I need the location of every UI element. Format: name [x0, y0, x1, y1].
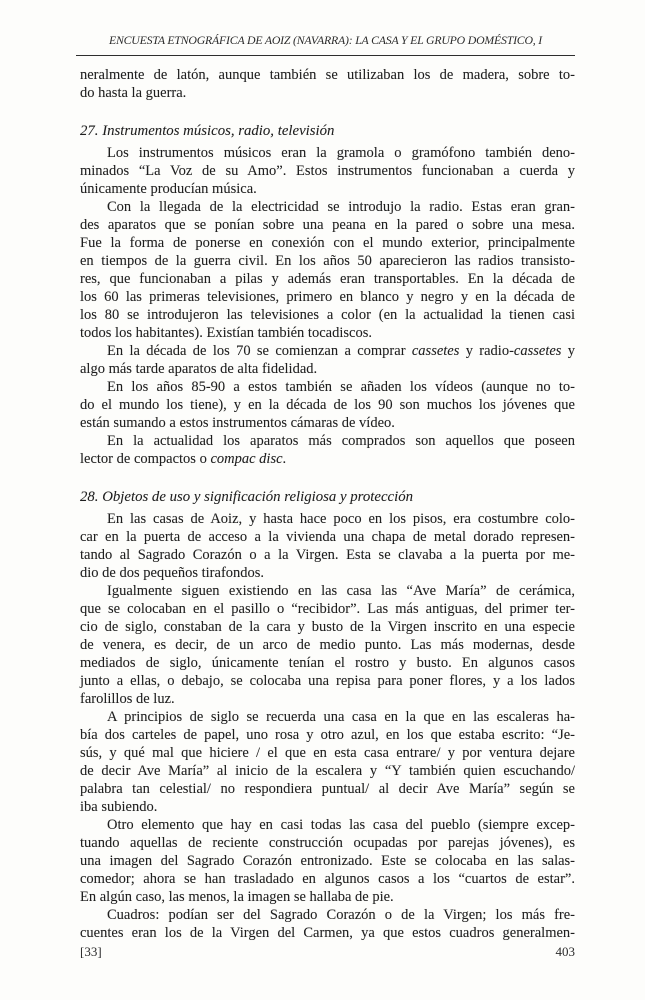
text-line: A principios de siglo se recuerda una casa en la que en las escaleras ha-	[107, 709, 575, 725]
section-heading: 27. Instrumentos músicos, radio, televisión	[80, 123, 335, 139]
footer-page-number: 403	[555, 944, 575, 959]
text-line: mediados de siglo, únicamente tenían el rostro y busto. En algunos casos	[80, 655, 575, 671]
text-line: Con la llegada de la electricidad se introdujo la radio. Estas eran gran-	[107, 199, 575, 215]
text-line: minados “La Voz de su Amo”. Estos instrumentos funcionaban a cuerda y	[80, 163, 575, 179]
text-line: sús, y qué mal que hiciere / el que en esta casa entrare/ y por ventura dejare	[80, 745, 575, 761]
paragraph	[80, 66, 575, 102]
text-line: palabra tan celestial/ no respondiera puntual/ al decir Ave María” según se	[80, 781, 575, 797]
text-line: En los años 85-90 a estos también se añaden los vídeos (aunque no to-	[107, 379, 575, 395]
paragraph	[80, 708, 575, 816]
section-heading: 28. Objetos de uso y significación religiosa y protección	[80, 489, 414, 505]
paragraph	[80, 378, 575, 432]
page-footer	[80, 944, 575, 960]
text-line: están sumando a estos instrumentos cámaras de vídeo.	[80, 415, 395, 431]
paragraph	[80, 144, 575, 198]
text-line: cuentes eran los de la Virgen del Carmen, ya que estos cuadros generalmen-	[80, 925, 575, 941]
text-line: En la actualidad los aparatos más comprados son aquellos que poseen	[107, 433, 575, 449]
text-line: lector de compactos o compac disc.	[80, 451, 287, 467]
text-line: En la década de los 70 se comienzan a comprar cassetes y radio-cassetes y	[107, 343, 576, 359]
running-header-title: ENCUESTA ETNOGRÁFICA DE AOIZ (NAVARRA): LA CASA Y EL GRUPO DOMÉSTICO, I	[108, 33, 543, 47]
text-line: Igualmente siguen existiendo en las casa las “Ave María” de cerámica,	[107, 583, 575, 599]
text-line: do el mundo los tiene), y en la década de los 90 son muchos los jóvenes que	[80, 397, 575, 413]
text-line: algo más tarde aparatos de alta fidelidad.	[80, 361, 318, 377]
text-line: en tiempos de la guerra civil. En los años 50 aparecieron las radios transisto-	[80, 253, 575, 269]
text-line: junto a ellas, o debajo, se colocaba una repisa para poner flores, y a los lados	[80, 673, 575, 689]
paragraph	[80, 906, 575, 942]
text-line: todos los habitantes). Existían también tocadiscos.	[80, 325, 372, 341]
text-line: do hasta la guerra.	[80, 85, 187, 101]
paragraph	[80, 342, 575, 378]
paragraph	[80, 198, 575, 342]
text-line: iba subiendo.	[80, 799, 158, 815]
text-line: bía dos carteles de papel, uno rosa y otro azul, en los que estaba escrito: “Je-	[80, 727, 575, 743]
text-line: tuando aquellas de reciente construcción ocupadas por parejas jóvenes), es	[80, 835, 575, 851]
text-line: una imagen del Sagrado Corazón entronizado. Este se colocaba en las salas-	[80, 853, 575, 869]
paragraph	[80, 510, 575, 582]
text-line: que se colocaban en el pasillo o “recibidor”. Las más antiguas, del primer ter-	[80, 601, 575, 617]
text-line: tando al Sagrado Corazón o a la Virgen. Esta se clavaba a la puerta por me-	[80, 547, 575, 563]
text-line: Cuadros: podían ser del Sagrado Corazón o de la Virgen; los más fre-	[107, 907, 575, 923]
text-line: farolillos de luz.	[80, 691, 175, 707]
paragraph	[80, 582, 575, 708]
text-line: Otro elemento que hay en casi todas las casa del pueblo (siempre excep-	[107, 817, 575, 833]
text-line: des aparatos que se ponían sobre una peana en la pared o sobre una mesa.	[80, 217, 575, 233]
footer-signature-number: [33]	[80, 944, 102, 959]
paragraph	[80, 432, 575, 468]
text-line: dio de dos pequeños tirafondos.	[80, 565, 265, 581]
text-line: Los instrumentos músicos eran la gramola o gramófono también deno-	[107, 145, 575, 161]
text-line: de decir Ave María” al inicio de la escalera y “Y también quien escuchando/	[80, 763, 575, 779]
text-line: En las casas de Aoiz, y hasta hace poco en los pisos, era costumbre colo-	[107, 511, 575, 527]
paragraph	[80, 816, 575, 906]
text-line: únicamente producían música.	[80, 181, 257, 197]
text-line: car en la puerta de acceso a la vivienda una chapa de metal dorado represen-	[80, 529, 575, 545]
text-line: de venera, es decir, de un arco de medio punto. Las más modernas, desde	[80, 637, 575, 653]
text-line: En algún caso, las menos, la imagen se hallaba de pie.	[80, 889, 394, 905]
text-line: los 80 se introdujeron las televisiones a color (en la actualidad la tienen casi	[80, 307, 575, 323]
text-line: cio de siglo, constaban de la cara y busto de la Virgen inscrito en una especie	[80, 619, 575, 635]
running-header	[76, 33, 575, 56]
text-line: Fue la forma de ponerse en conexión con el mundo exterior, principalmente	[80, 235, 575, 251]
text-line: neralmente de latón, aunque también se utilizaban los de madera, sobre to-	[80, 67, 575, 83]
text-line: res, que funcionaban a pilas y además eran transportables. En la década de	[80, 271, 575, 287]
text-line: comedor; ahora se han trasladado en algunos casos a los “cuartos de estar”.	[80, 871, 575, 887]
text-line: los 60 las primeras televisiones, primero en blanco y negro y en la década de	[80, 289, 575, 305]
page-body	[80, 66, 575, 942]
